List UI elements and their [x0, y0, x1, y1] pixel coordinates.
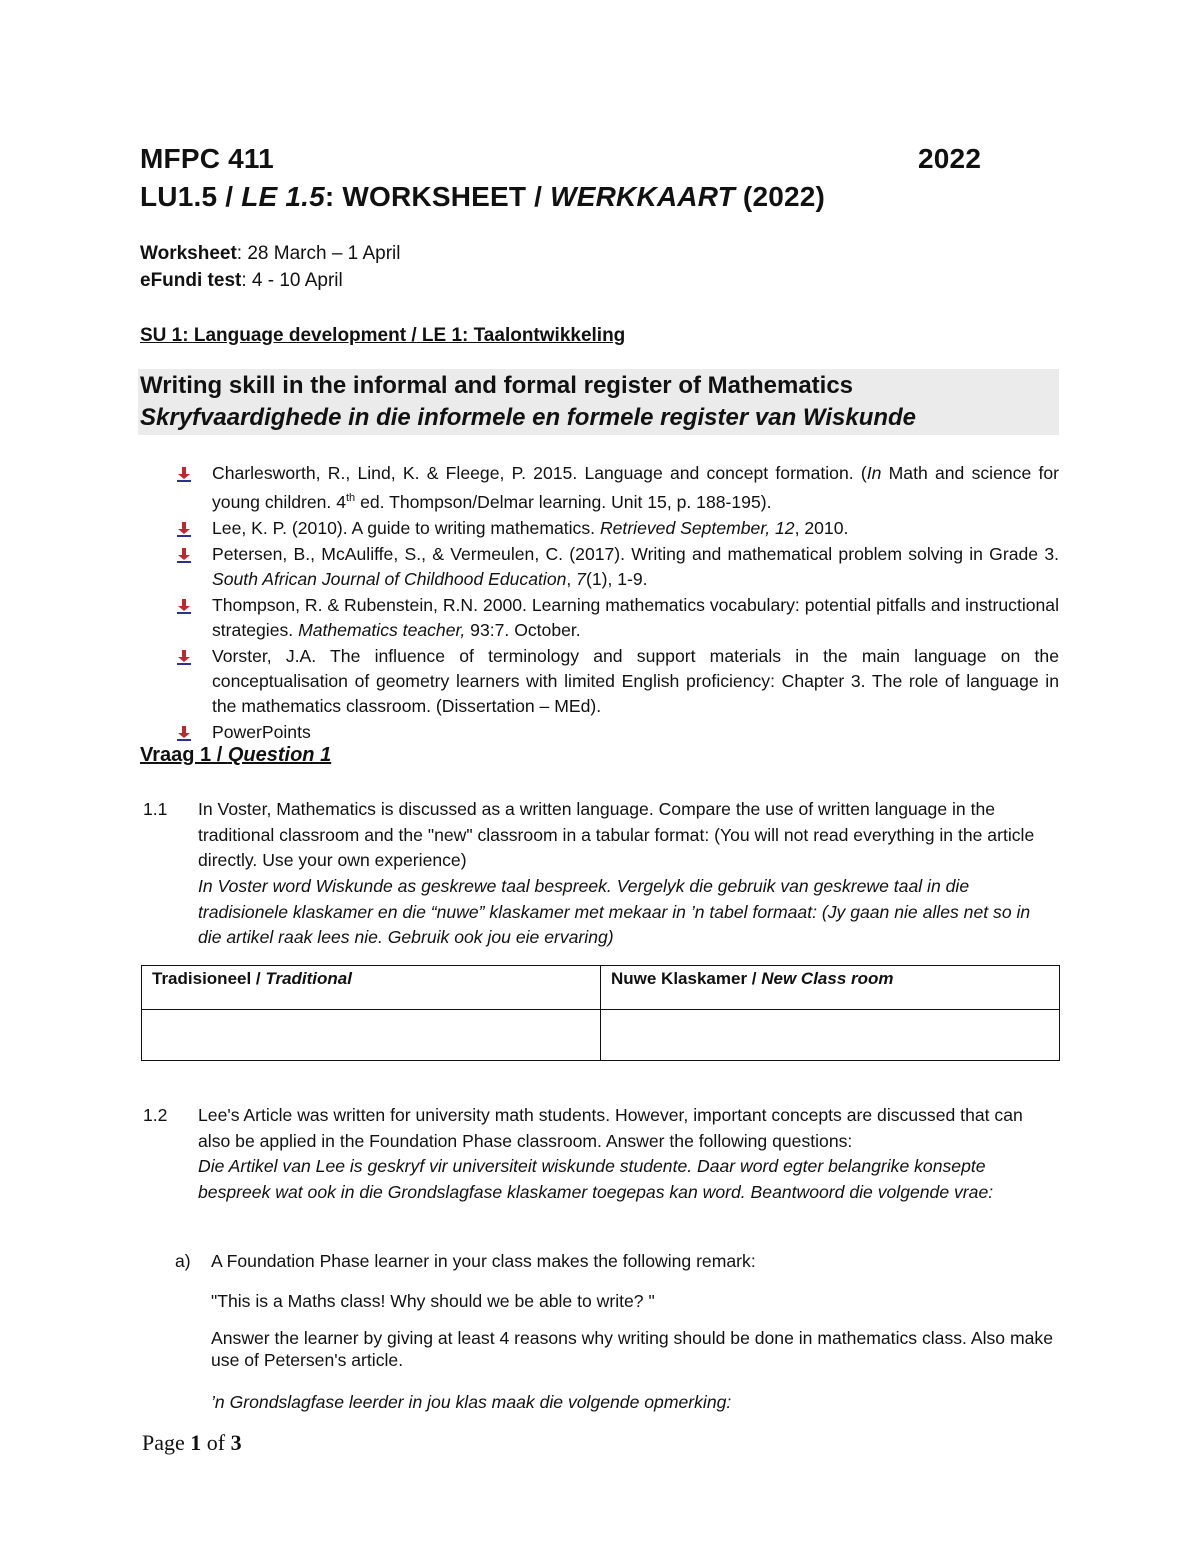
ref-text-italic: South African Journal of Childhood Education [212, 568, 567, 589]
comparison-table [141, 965, 1060, 1061]
table-header-traditional [142, 966, 601, 1010]
table-row [142, 1010, 1060, 1061]
title-part-italic: LE 1.5 [241, 181, 325, 212]
topic-afrikaans: Skryfvaardighede in die informele en formele register van Wiskunde [140, 404, 917, 431]
reference-item [176, 516, 1059, 541]
ref-text: 93:7. October. [465, 619, 581, 640]
arrow-bullet-icon [176, 547, 192, 563]
test-label: eFundi test [140, 270, 242, 291]
test-value: : 4 - 10 April [241, 270, 343, 291]
arrow-bullet-icon [176, 598, 192, 614]
question-1-2-afrikaans: Die Artikel van Lee is geskryf vir universiteit wiskunde studente. Daar word egter belangrike konsepte bespreek wat ook in die Grondslagfase klaskamer toegepas kan word. Beantwoord die volgende vrae: [198, 1156, 994, 1202]
ref-text: ed. Thompson/Delmar learning. Unit 15, p. 188-195). [355, 491, 772, 512]
reference-item [176, 720, 1059, 745]
ref-text: Thompson, R. & Rubenstein, R.N. 2000. Learning mathematics vocabulary: potential pitfalls and instructional strategies. [212, 594, 1059, 640]
table-cell-new-classroom[interactable] [601, 1010, 1060, 1061]
question-1-heading [140, 744, 331, 767]
ref-text: , [566, 568, 577, 589]
sub-question-a-text: A Foundation Phase learner in your class makes the following remark: [211, 1251, 756, 1271]
sub-question-label: a) [175, 1251, 191, 1271]
ref-text: , 2010. [794, 517, 849, 538]
table-header-row [142, 966, 1060, 1010]
course-code: MFPC 411 [140, 143, 274, 174]
ref-text: Vorster, J.A. The influence of terminology and support materials in the main language on the conceptualisation of geometry learners with limited English proficiency: Chapter 3. The role of language in the mathematics classroom. (Dissertation – MEd). [212, 645, 1059, 716]
question-number: 1.1 [143, 799, 168, 819]
page-current: 1 [190, 1430, 202, 1455]
ref-superscript: th [346, 492, 356, 504]
study-unit-heading: SU 1: Language development / LE 1: Taalontwikkeling [140, 325, 626, 346]
question-1-2-english: Lee's Article was written for university math students. However, important concepts are discussed that can also be applied in the Foundation Phase classroom. Answer the following questions: [198, 1105, 1023, 1151]
title-part: LU1.5 / [140, 181, 242, 212]
question-heading-italic: Question 1 [227, 744, 332, 766]
arrow-bullet-icon [176, 649, 192, 665]
ref-text: (1), 1-9. [585, 568, 648, 589]
ref-text: Charlesworth, R., Lind, K. & Fleege, P. 2015. Language and concept formation. ( [212, 463, 867, 483]
worksheet-dates [140, 243, 401, 265]
page-word: Page [142, 1430, 191, 1455]
page-number [142, 1430, 242, 1456]
ref-text-italic: 7 [576, 568, 586, 589]
table-cell-traditional[interactable] [142, 1010, 601, 1061]
ref-text-italic: In [866, 463, 882, 483]
course-year: 2022 [918, 143, 982, 174]
table-header-new-classroom [601, 966, 1060, 1010]
header-text-italic: Traditional [265, 969, 352, 988]
arrow-bullet-icon [176, 466, 192, 482]
page-title [140, 181, 825, 213]
reference-item [176, 593, 1059, 643]
question-1-1-english: In Voster, Mathematics is discussed as a written language. Compare the use of written language in the traditional classroom and the "new" classroom in a tabular format: (You will not read everything in the article directly. Use your own experience) [198, 799, 1035, 870]
ref-text: Lee, K. P. (2010). A guide to writing mathematics. [212, 517, 600, 538]
question-1-1-afrikaans: In Voster word Wiskunde as geskrewe taal bespreek. Vergelyk die gebruik van geskrewe taal in die tradisionele klaskamer en die “nuwe” klaskamer met mekaar in ’n tabel formaat: (Jy gaan nie alles net so in die artikel raak lees nie. Gebruik ook jou eie ervaring) [198, 876, 1031, 947]
ref-text-italic: Mathematics teacher, [298, 619, 466, 640]
reference-item [176, 644, 1059, 719]
ref-text: PowerPoints [212, 721, 311, 742]
ref-text: Math and science for young children. 4 [212, 463, 1059, 512]
question-heading-text: Vraag 1 / [140, 744, 228, 766]
ref-text: Petersen, B., McAuliffe, S., & Vermeulen, C. (2017). Writing and mathematical problem solving in Grade 3. [212, 543, 1059, 564]
header-text-italic: New Class room [761, 969, 894, 988]
title-part: : WORKSHEET / [324, 181, 551, 212]
header-text: Nuwe Klaskamer / [611, 969, 762, 988]
question-number: 1.2 [143, 1105, 168, 1125]
worksheet-label: Worksheet [140, 243, 237, 264]
arrow-bullet-icon [176, 521, 192, 537]
title-part: (2022) [734, 181, 826, 212]
reference-item [176, 461, 1059, 515]
of-word: of [201, 1430, 231, 1455]
sub-question-a-afrikaans: ’n Grondslagfase leerder in jou klas maak die volgende opmerking: [211, 1392, 732, 1412]
header-text: Tradisioneel / [152, 969, 266, 988]
title-part-italic: WERKKAART [550, 181, 735, 212]
page-total: 3 [230, 1430, 242, 1455]
learner-quote: "This is a Maths class! Why should we be able to write? " [211, 1291, 655, 1311]
ref-text-italic: Retrieved September, 12 [599, 517, 795, 538]
worksheet-value: : 28 March – 1 April [236, 243, 401, 264]
reference-list [176, 461, 1059, 746]
topic-english: Writing skill in the informal and formal register of Mathematics [140, 372, 854, 399]
reference-item [176, 542, 1059, 592]
test-dates [140, 270, 343, 292]
arrow-bullet-icon [176, 725, 192, 741]
sub-question-a-instruction: Answer the learner by giving at least 4 reasons why writing should be done in mathematics class. Also make use of Petersen's article. [211, 1328, 1053, 1370]
